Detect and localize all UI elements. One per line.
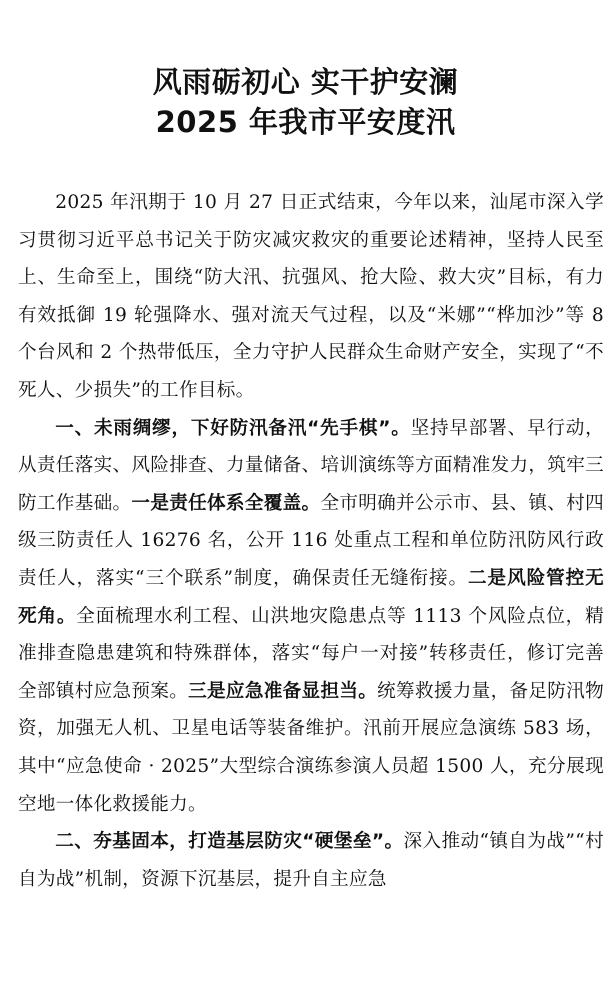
- key-point-3: 三是应急准备显担当。: [188, 680, 378, 702]
- section-two-paragraph: [18, 823, 604, 898]
- section-one-paragraph: [18, 410, 604, 824]
- section-one-text-3: 全面梳理水利工程、山洪地灾隐患点等 1113 个风险点位，精准排查隐患建筑和特殊群体，落实“每户一对接”转移责任，修订完善全部镇村应急预案。: [18, 605, 604, 702]
- section-two-text-1: 深入推动“镇自为战”“村自为战”机制，资源下沉基层，提升自主应急: [18, 831, 604, 890]
- section-one-text-4: 统筹救援力量，备足防汛物资，加强无人机、卫星电话等装备维护。汛前开展应急演练 583 场，其中“应急使命 · 2025”大型综合演练参演人员超 1500 人，充分展现空地一体化救援能力。: [18, 680, 604, 815]
- section-one-heading: 一、未雨绸缪，下好防汛备汛“先手棋”。: [55, 417, 411, 439]
- section-one-text-2: 全市明确并公示市、县、镇、村四级三防责任人 16276 名，公开 116 处重点工程和单位防汛防风行政责任人，落实“三个联系”制度，确保责任无缝衔接。: [18, 492, 604, 589]
- article-body: [18, 184, 604, 898]
- key-point-1: 一是责任体系全覆盖。: [131, 492, 321, 514]
- intro-text: 2025 年汛期于 10 月 27 日正式结束，今年以来，汕尾市深入学习贯彻习近平总书记关于防灾减灾救灾的重要论述精神，坚持人民至上、生命至上，围绕“防大汛、抗强风、抢大险、救大灾”目标，有力有效抵御 19 轮强降水、强对流天气过程，以及“米娜”“桦加沙”等 8 个台风和 2 个热带低压，全力守护人民群众生命财产安全，实现了“不死人、少损失”的工作目标。: [18, 192, 604, 401]
- section-two-heading: 二、夯基固本，打造基层防灾“硬堡垒”。: [55, 831, 404, 853]
- article-title: [0, 62, 611, 142]
- intro-paragraph: [18, 184, 604, 410]
- section-one-text-1: 坚持早部署、早行动，从责任落实、风险排查、力量储备、培训演练等方面精准发力，筑牢三防工作基础。: [18, 417, 604, 514]
- title-line-1: 风雨砺初心 实干护安澜: [152, 65, 459, 99]
- key-point-2: 二是风险管控无死角。: [18, 567, 604, 627]
- title-line-2: 2025 年我市平安度汛: [155, 105, 456, 139]
